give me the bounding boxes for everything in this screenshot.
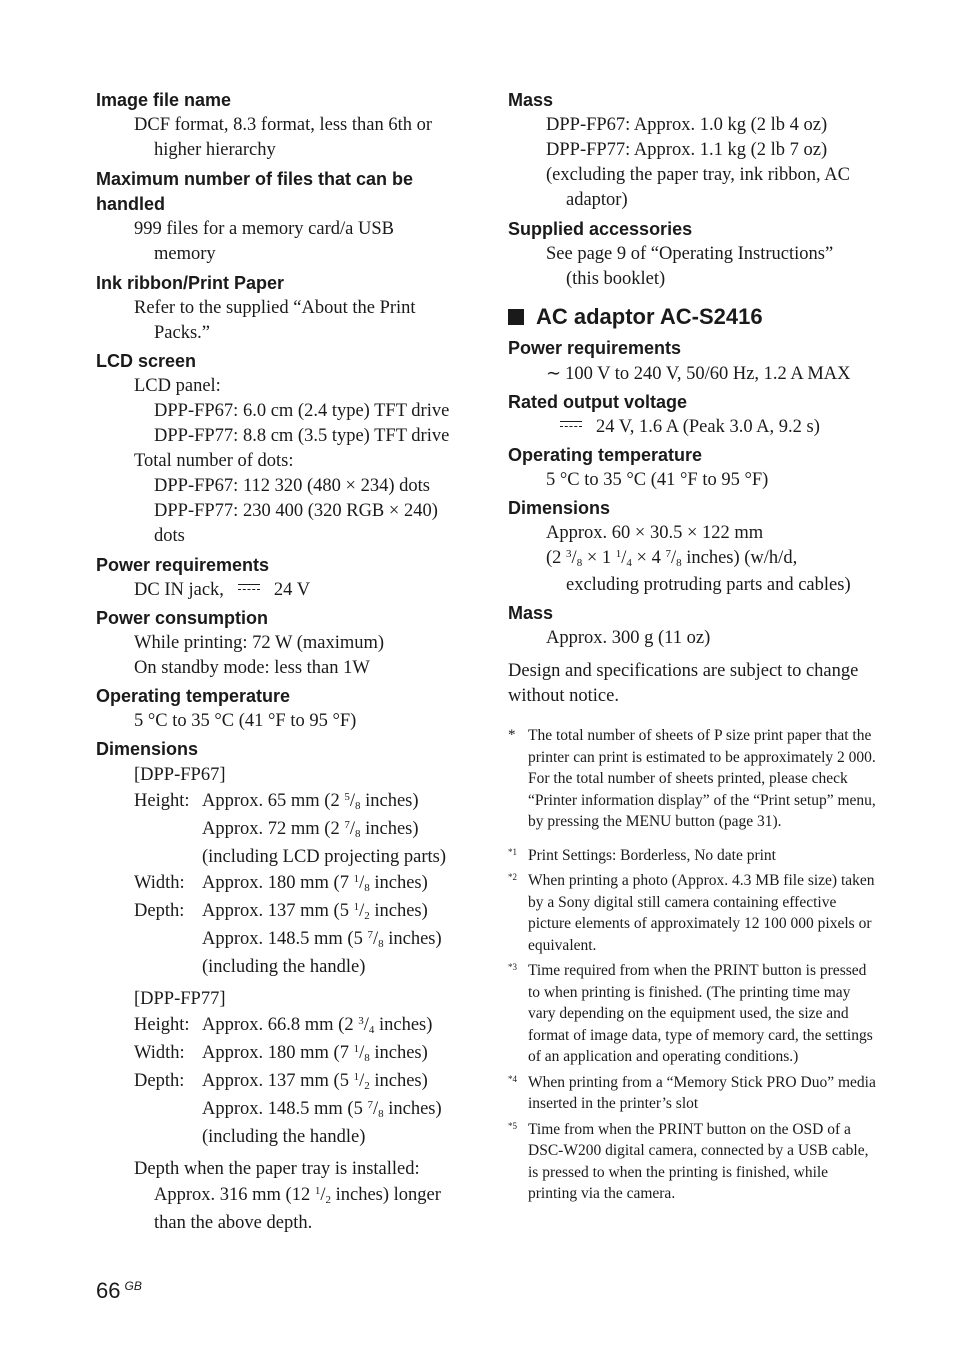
- lcd-fp67: DPP-FP67: 6.0 cm (2.4 type) TFT drive: [154, 401, 450, 421]
- adaptor-dimensions-text: excluding protruding parts and cables): [566, 575, 851, 595]
- lcd-dots-fp77: dots: [154, 526, 185, 546]
- dim-row: [96, 1012, 476, 1040]
- dim-value: Approx. 72 mm (2 $^7$/8 inches): [202, 819, 419, 840]
- height-label: Height:: [134, 791, 190, 811]
- footnote-text: When printing a photo (Approx. 4.3 MB file size) taken by a Sony digital still camera containing effective picture elements of approximately 12 100 000 pixels or equivalent.: [528, 872, 875, 954]
- dc-jack-label: DC IN jack,: [134, 580, 224, 600]
- dim-row: [96, 1096, 476, 1124]
- adaptor-dimensions-heading: Dimensions: [508, 498, 611, 518]
- dim-row: [96, 870, 476, 898]
- footnote-text: The total number of sheets of P size print paper that the printer can print is estimated to be approximately 2 000. For the total number of sheets printed, please check “Printer information display” of the “Print setup” menu, by pressing the MENU button (page 31).: [528, 727, 876, 830]
- max-files-text: 999 files for a memory card/a USB: [134, 219, 394, 239]
- footnotes: [508, 725, 880, 1205]
- dim-row: [96, 1040, 476, 1068]
- dim-row: [96, 926, 476, 954]
- ink-ribbon-text: Refer to the supplied “About the Print: [134, 298, 416, 318]
- max-files-heading: handled: [96, 194, 166, 214]
- footnote-mark: *: [508, 727, 516, 743]
- power-requirements-text: [96, 578, 476, 603]
- page-number: 66 $^{GB}$: [96, 1278, 142, 1303]
- footnote: [508, 1072, 880, 1115]
- lcd-fp77: DPP-FP77: 8.8 cm (3.5 type) TFT drive: [154, 426, 450, 446]
- fp77-label: [DPP-FP77]: [134, 989, 226, 1009]
- dim-value: (including LCD projecting parts): [202, 847, 447, 867]
- power-consumption-heading: Power consumption: [96, 608, 269, 628]
- ink-ribbon-text: Packs.”: [154, 323, 210, 343]
- dim-value: (including the handle): [202, 1127, 366, 1147]
- lcd-dots-fp77: DPP-FP77: 230 400 (320 RGB × 240): [154, 501, 438, 521]
- footnote: [508, 845, 880, 867]
- disclaimer-text: without notice.: [508, 686, 619, 706]
- dim-value: Approx. 180 mm (7 $^1$/8 inches): [202, 1043, 428, 1064]
- footnote-text: Time from when the PRINT button on the OSD of a DSC-W200 digital camera, connected by a USB cable, is pressed to when the printing is finished, while printing via the camera.: [528, 1120, 869, 1202]
- image-file-name-text: DCF format, 8.3 format, less than 6th or: [134, 115, 433, 135]
- lcd-screen-heading: LCD screen: [96, 351, 197, 371]
- dim-row: [96, 788, 476, 816]
- adaptor-temp-text: 5 °C to 35 °C (41 °F to 95 °F): [546, 470, 769, 490]
- dc-symbol-icon: [560, 421, 582, 430]
- width-label: Width:: [134, 1043, 185, 1063]
- region-code: GB: [124, 1279, 142, 1293]
- adaptor-mass-heading: Mass: [508, 603, 554, 623]
- dim-value: Approx. 148.5 mm (5 $^7$/8 inches): [202, 1099, 442, 1120]
- dim-value: Approx. 66.8 mm (2 $^3$/4 inches): [202, 1015, 433, 1036]
- dim-value: Approx. 137 mm (5 $^1$/2 inches): [202, 1071, 428, 1092]
- power-consumption-text: On standby mode: less than 1W: [134, 658, 370, 678]
- square-bullet-icon: [508, 309, 524, 325]
- mass-text: DPP-FP77: Approx. 1.1 kg (2 lb 7 oz): [546, 140, 828, 160]
- adaptor-power-text: ∼ 100 V to 240 V, 50/60 Hz, 1.2 A MAX: [546, 363, 851, 384]
- tray-depth-text: than the above depth.: [154, 1213, 313, 1233]
- fp67-label: [DPP-FP67]: [134, 765, 226, 785]
- dim-value: Approx. 180 mm (7 $^1$/8 inches): [202, 873, 428, 894]
- depth-label: Depth:: [134, 901, 185, 921]
- footnote-mark: *3: [508, 962, 517, 972]
- footnote-mark: *5: [508, 1120, 517, 1131]
- power-requirements-heading: Power requirements: [96, 555, 270, 575]
- depth-label: Depth:: [134, 1071, 185, 1091]
- left-column: [96, 88, 476, 1236]
- mass-text: DPP-FP67: Approx. 1.0 kg (2 lb 4 oz): [546, 115, 828, 135]
- adaptor-mass-text: Approx. 300 g (11 oz): [546, 628, 711, 648]
- footnote-mark: *2: [508, 872, 517, 882]
- mass-text: adaptor): [566, 190, 628, 210]
- ink-ribbon-heading: Ink ribbon/Print Paper: [96, 273, 285, 293]
- height-label: Height:: [134, 1015, 190, 1035]
- dim-row: [96, 954, 476, 980]
- footnote-text: Time required from when the PRINT button is pressed to when printing is finished. (The printing time may vary depending on the equipment used, the size and format of image data, type of memory card, the settings of an application and operating conditions.): [528, 962, 873, 1065]
- rated-output-heading: Rated output voltage: [508, 392, 687, 412]
- lcd-panel-label: LCD panel:: [134, 376, 221, 396]
- right-column: [508, 88, 880, 1205]
- dim-row: [96, 898, 476, 926]
- footnote: [508, 960, 880, 1068]
- footnote: [508, 725, 880, 833]
- image-file-name-text: higher hierarchy: [154, 140, 276, 160]
- dim-value: Approx. 137 mm (5 $^1$/2 inches): [202, 901, 428, 922]
- operating-temperature-text: 5 °C to 35 °C (41 °F to 95 °F): [134, 711, 357, 731]
- dc-voltage: 24 V: [273, 580, 311, 600]
- power-consumption-text: While printing: 72 W (maximum): [134, 633, 385, 653]
- disclaimer-text: Design and specifications are subject to change: [508, 661, 859, 681]
- footnote: [508, 1119, 880, 1205]
- adaptor-dimensions-text: (2 $^3$/8 × 1 $^1$/4 × 4 $^7$/8 inches) (w/h/d,: [546, 548, 798, 569]
- footnote: [508, 870, 880, 956]
- supplied-accessories-heading: Supplied accessories: [508, 219, 693, 239]
- dim-row: [96, 816, 476, 844]
- ac-adaptor-title: AC adaptor AC-S2416: [508, 302, 880, 332]
- operating-temperature-heading: Operating temperature: [96, 686, 291, 706]
- dim-row: [96, 1124, 476, 1150]
- rated-output-text: 24 V, 1.6 A (Peak 3.0 A, 9.2 s): [508, 415, 880, 440]
- ac-wave-icon: ∼: [546, 363, 562, 383]
- dim-value: Approx. 148.5 mm (5 $^7$/8 inches): [202, 929, 442, 950]
- lcd-dots-label: Total number of dots:: [134, 451, 294, 471]
- tray-depth-text: Approx. 316 mm (12 $^1$/2 inches) longer: [154, 1185, 441, 1206]
- dim-row: [96, 844, 476, 870]
- footnote-mark: *1: [508, 846, 517, 857]
- dimensions-heading: Dimensions: [96, 739, 199, 759]
- lcd-dots-fp67: DPP-FP67: 112 320 (480 × 234) dots: [154, 476, 430, 496]
- dim-value: Approx. 65 mm (2 $^5$/8 inches): [202, 791, 419, 812]
- adaptor-dimensions-text: Approx. 60 × 30.5 × 122 mm: [546, 523, 764, 543]
- width-label: Width:: [134, 873, 185, 893]
- supplied-accessories-text: (this booklet): [566, 269, 666, 289]
- adaptor-power-heading: Power requirements: [508, 338, 682, 358]
- adaptor-temp-heading: Operating temperature: [508, 445, 703, 465]
- mass-text: (excluding the paper tray, ink ribbon, AC: [546, 165, 850, 185]
- footnote-text: Print Settings: Borderless, No date print: [528, 846, 776, 864]
- dc-symbol-icon: [238, 584, 260, 593]
- mass-heading: Mass: [508, 90, 554, 110]
- image-file-name-heading: Image file name: [96, 90, 232, 110]
- max-files-text: memory: [154, 244, 216, 264]
- max-files-heading: Maximum number of files that can be: [96, 169, 414, 189]
- dim-value: (including the handle): [202, 957, 366, 977]
- tray-depth-text: Depth when the paper tray is installed:: [134, 1159, 420, 1179]
- footnote-mark: *4: [508, 1073, 517, 1084]
- footnote-text: When printing from a “Memory Stick PRO Duo” media inserted in the printer’s slot: [528, 1073, 876, 1112]
- supplied-accessories-text: See page 9 of “Operating Instructions”: [546, 244, 834, 264]
- dim-row: [96, 1068, 476, 1096]
